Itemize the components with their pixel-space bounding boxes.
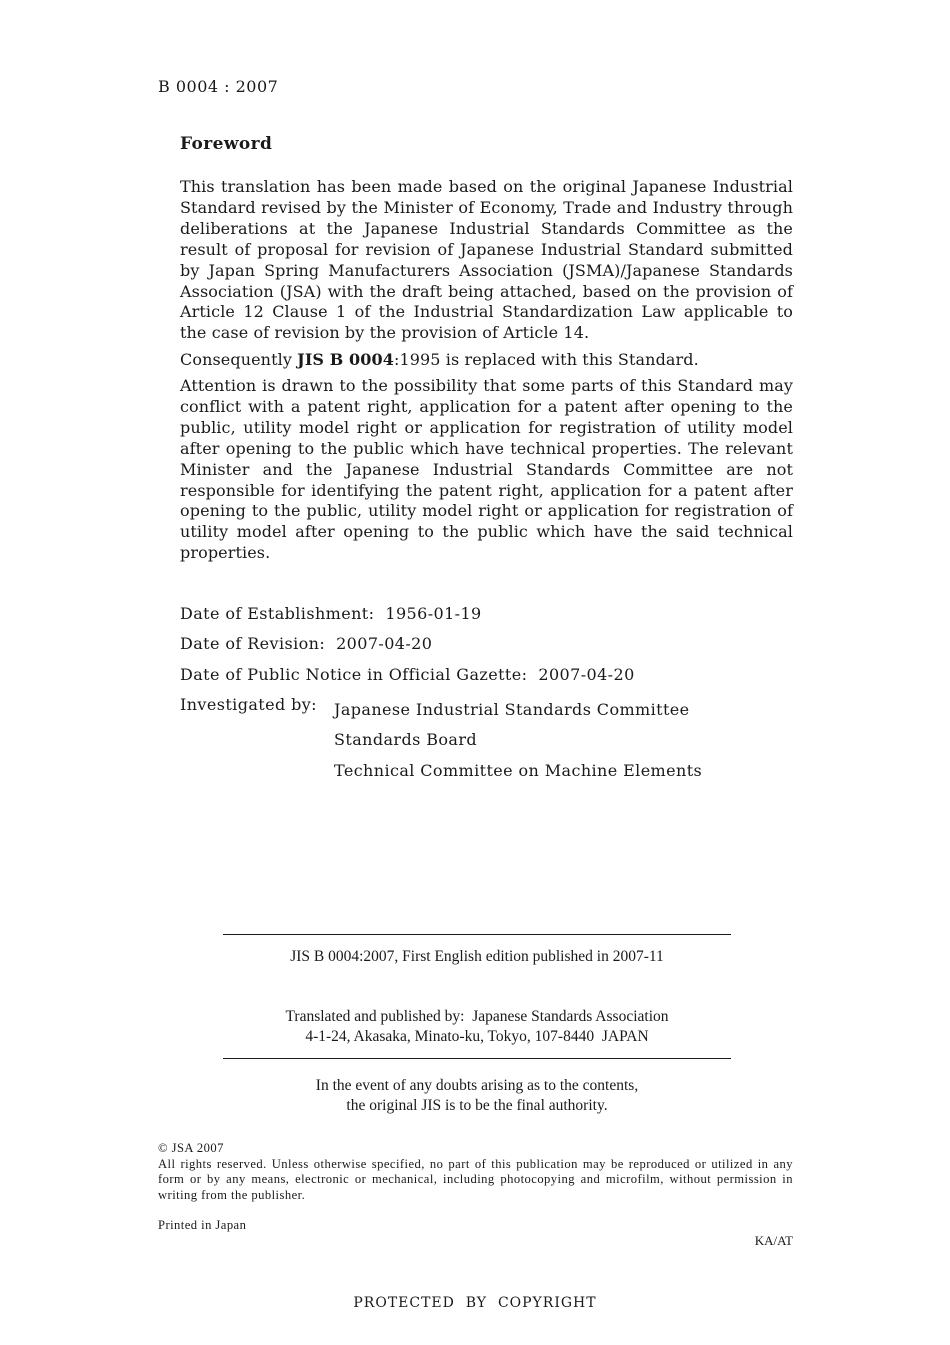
foreword-paragraph-3: Attention is drawn to the possibility that some parts of this Standard may conflict with a patent right, application for a patent after opening to the public, utility model right or application for registration of utility model after opening to the public which have technical properties. The relevant Minister and the Japanese Industrial Standards Committee are not responsible for identifying the patent right, application for a patent after opening to the public, utility model right or application for registration of utility model after opening to the public which have the said technical properties. xyxy=(180,376,793,563)
foreword-paragraph-2 xyxy=(180,350,793,371)
authority-line-2: the original JIS is to be the final authority. xyxy=(346,1097,608,1114)
investigated-by-list xyxy=(334,695,702,786)
divider-bottom xyxy=(223,1058,731,1059)
divider-top xyxy=(223,934,731,935)
authority-line-1: In the event of any doubts arising as to the contents, xyxy=(315,1077,639,1094)
paragraph-2-prefix: Consequently xyxy=(180,350,298,369)
investigator-committee: Japanese Industrial Standards Committee xyxy=(334,700,690,719)
foreword-heading: Foreword xyxy=(180,134,273,154)
investigator-board: Standards Board xyxy=(334,730,478,750)
printed-in-label: Printed in Japan xyxy=(158,1218,247,1232)
authority-note xyxy=(223,1076,731,1116)
foreword-paragraph-1: This translation has been made based on the original Japanese Industrial Standard revised by the Minister of Economy, Trade and Industry through deliberations at the Japanese Industrial Standards Committee as the result of proposal for revision of Japanese Industrial Standard submitted by Japan Spring Manufacturers Association (JSMA)/Japanese Standards Association (JSA) with the draft being attached, based on the provision of Article 12 Clause 1 of the Industrial Standardization Law applicable to the case of revision by the provision of Article 14. xyxy=(180,177,793,343)
date-of-public-notice: Date of Public Notice in Official Gazette: 2007-04-20 xyxy=(180,665,635,684)
investigator-technical-committee: Technical Committee on Machine Elements xyxy=(334,760,703,780)
publisher-block xyxy=(223,1007,731,1047)
rights-statement: All rights reserved. Unless otherwise specified, no part of this publication may be reproduced or utilized in any form or by any means, electronic or mechanical, including photocopying and microfilm, without permission in writing from the publisher. xyxy=(158,1157,793,1202)
standard-reference: JIS B 0004 xyxy=(297,350,394,369)
edition-line: JIS B 0004:2007, First English edition published in 2007-11 xyxy=(290,948,664,965)
investigated-by-label: Investigated by: xyxy=(180,695,317,714)
date-of-revision: Date of Revision: 2007-04-20 xyxy=(180,634,433,653)
publisher-name: Translated and published by: Japanese Standards Association xyxy=(285,1008,669,1025)
document-id-header: B 0004 : 2007 xyxy=(158,77,279,96)
publisher-address: 4-1-24, Akasaka, Minato-ku, Tokyo, 107-8440 JAPAN xyxy=(305,1028,649,1045)
translator-code: KA/AT xyxy=(754,1233,793,1248)
paragraph-2-suffix: :1995 is replaced with this Standard. xyxy=(393,350,699,369)
copyright-footer: PROTECTED BY COPYRIGHT xyxy=(353,1295,597,1311)
date-of-establishment: Date of Establishment: 1956-01-19 xyxy=(180,604,482,623)
copyright-notice: © JSA 2007 xyxy=(158,1141,224,1155)
